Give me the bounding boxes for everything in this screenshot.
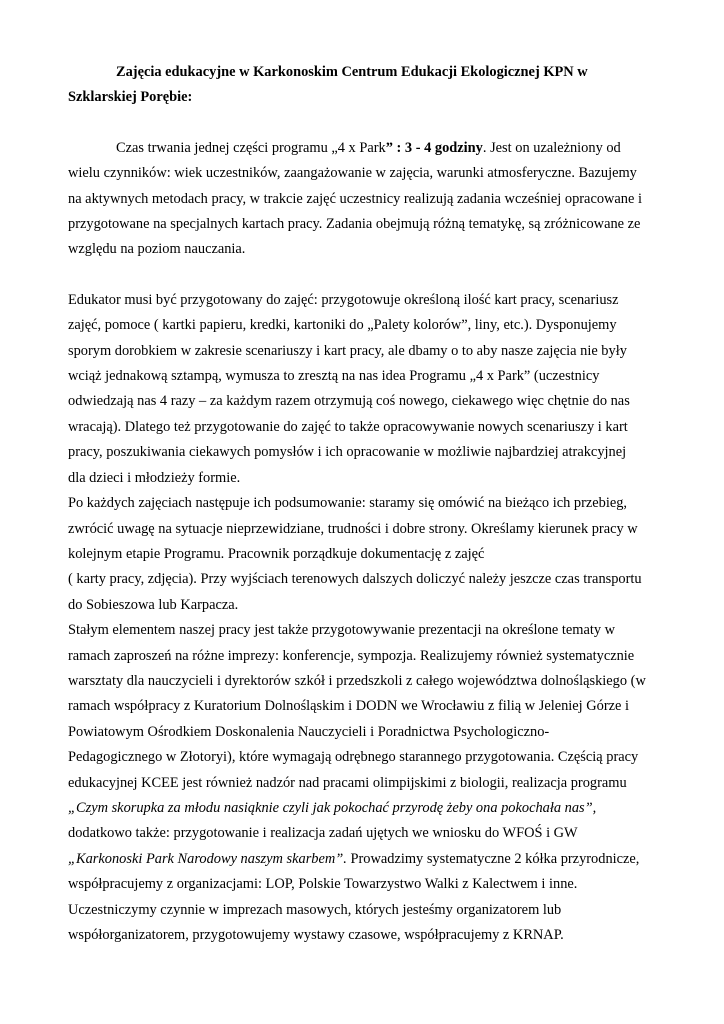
paragraph-line: dla dzieci i młodzieży formie. — [68, 469, 241, 486]
paragraph-presentations — [68, 618, 668, 948]
document-title-line-2: Szklarskiej Porębie: — [68, 89, 193, 106]
italic-program-title: „Czym skorupka za młodu nasiąknie czyli jak pokochać przyrodę żeby ona pokochała nas”, — [68, 799, 597, 816]
text-run: . Jest on uzależniony od — [482, 139, 621, 156]
paragraph-line: zajęć, pomoce ( kartki papieru, kredki, kartoniki do „Palety kolorów”, liny, etc.). Dysponujemy — [68, 317, 617, 334]
paragraph-line: Powiatowym Ośrodkiem Doskonalenia Nauczycieli i Poradnictwa Psychologiczno- — [68, 723, 550, 740]
spacer — [68, 263, 668, 288]
paragraph-line: Uczestniczymy czynnie w imprezach masowych, których jesteśmy organizatorem lub — [68, 901, 562, 918]
paragraph-summary — [68, 491, 668, 618]
paragraph-line: Edukator musi być przygotowany do zajęć: przygotowuje określoną ilość kart pracy, scenariusz — [68, 291, 619, 308]
paragraph-line: wielu czynników: wiek uczestników, zaangażowanie w zajęcia, warunki atmosferyczne. Bazujemy — [68, 165, 637, 182]
document-title-line-1: Zajęcia edukacyjne w Karkonoskim Centrum Edukacji Ekologicznej KPN w — [116, 64, 588, 80]
italic-program-title: „Karkonoski Park Narodowy naszym skarbem”. — [68, 850, 347, 867]
text-run: Prowadzimy systematyczne 2 kółka przyrodnicze, — [346, 850, 640, 867]
paragraph-line: kolejnym etapie Programu. Pracownik porządkuje dokumentację z zajęć — [68, 545, 485, 562]
paragraph-line: Pedagogicznego w Złotoryi), które wymagają odrębnego starannego przygotowania. Częścią pracy — [68, 749, 639, 766]
paragraph-line: na aktywnych metodach pracy, w trakcie zajęć uczestnicy realizują zadania wcześniej opracowane i — [68, 190, 642, 207]
paragraph-line: edukacyjnej KCEE jest również nadzór nad pracami olimpijskimi z biologii, realizacja programu — [68, 774, 627, 791]
paragraph-line: Po każdych zajęciach następuje ich podsumowanie: staramy się omówić na bieżąco ich przebieg, — [68, 495, 628, 512]
paragraph-line: współorganizatorem, przygotowujemy wystawy czasowe, współpracujemy z KRNAP. — [68, 927, 564, 943]
paragraph-duration — [68, 136, 668, 263]
text-run: Czas trwania jednej części programu „4 x Park — [116, 139, 386, 156]
paragraph-line: wracają). Dlatego też przygotowanie do zajęć to także opracowywanie nowych scenariuszy i kart — [68, 418, 628, 435]
paragraph-line: warsztaty dla nauczycieli i dyrektorów szkół i przedszkoli z całego województwa dolnośląskiego (w — [68, 672, 646, 689]
paragraph-educator — [68, 288, 668, 491]
paragraph-line: Stałym elementem naszej pracy jest także przygotowywanie prezentacji na określone tematy w — [68, 622, 616, 639]
paragraph-line: współpracujemy z organizacjami: LOP, Polskie Towarzystwo Walki z Kalectwem i inne. — [68, 876, 578, 893]
document-page — [68, 60, 668, 948]
paragraph-line: odwiedzają nas 4 razy – za każdym razem otrzymują coś nowego, ciekawego więc chętnie do nas — [68, 393, 630, 410]
bold-duration: ” : 3 - 4 godziny — [385, 139, 483, 156]
paragraph-line: ramach współpracy z Kuratorium Dolnośląskim i DODN we Wrocławiu z filią w Jeleniej Górze i — [68, 698, 630, 715]
paragraph-line: względu na poziom nauczania. — [68, 241, 246, 258]
paragraph-line: wciąż jednakową sztampą, wymusza to zresztą na nas idea Programu „4 x Park” (uczestnicy — [68, 368, 600, 385]
paragraph-line — [68, 136, 668, 161]
paragraph-line: przygotowane na specjalnych kartach pracy. Zadania obejmują różną tematykę, są zróżnicowane ze — [68, 216, 641, 233]
paragraph-line: zwrócić uwagę na sytuacje nieprzewidziane, trudności i dobre strony. Określamy kierunek pracy w — [68, 520, 638, 537]
paragraph-line: do Sobieszowa lub Karpacza. — [68, 596, 239, 613]
paragraph-line — [68, 796, 668, 821]
paragraph-line: ramach zaproszeń na różne imprezy: konferencje, sympozja. Realizujemy również systematycznie — [68, 647, 635, 664]
paragraph-line: sporym dorobkiem w zakresie scenariuszy i kart pracy, ale dbamy o to aby nasze zajęcia nie były — [68, 342, 627, 359]
paragraph-line: pracy, poszukiwania ciekawych pomysłów i ich opracowanie w możliwie najbardziej atrakcyjnej — [68, 444, 627, 461]
paragraph-line — [68, 847, 668, 872]
paragraph-line: dodatkowo także: przygotowanie i realizacja zadań ujętych we wniosku do WFOŚ i GW — [68, 825, 578, 842]
paragraph-line: ( karty pracy, zdjęcia). Przy wyjściach terenowych dalszych doliczyć należy jeszcze czas transportu — [68, 571, 642, 588]
spacer — [68, 111, 668, 136]
